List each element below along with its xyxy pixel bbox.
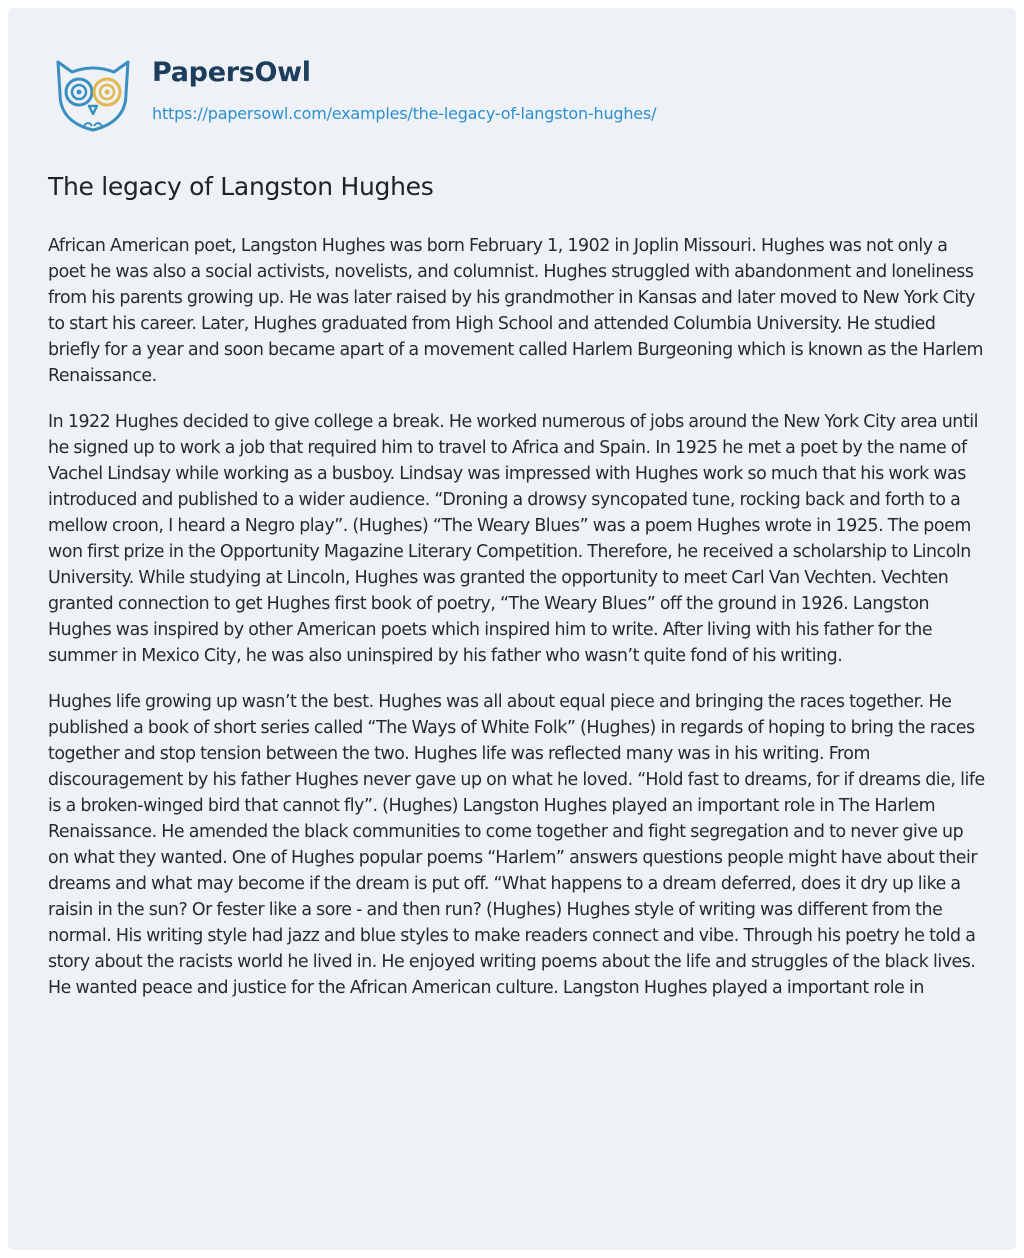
essay-body <box>48 233 988 1021</box>
essay-paragraph: Hughes life growing up wasn’t the best. Hughes was all about equal piece and bringing the races together. He published a book of short series called “The Ways of White Folk” (Hughes) in regards of hoping to bring the races together and stop tension between the two. Hughes life was reflected many was in his writing. From discouragement by his father Hughes never gave up on what he loved. “Hold fast to dreams, for if dreams die, life is a broken-winged bird that cannot fly”. (Hughes) Langston Hughes played an important role in The Harlem Renaissance. He amended the black communities to come together and fight segregation and to never give up on what they wanted. One of Hughes popular poems “Harlem” answers questions people might have about their dreams and what may become if the dream is put off. “What happens to a dream deferred, does it dry up like a raisin in the sun? Or fester like a sore - and then run? (Hughes) Hughes style of writing was different from the normal. His writing style had jazz and blue styles to make readers connect and vibe. Through his poetry he told a story about the racists world he lived in. He enjoyed writing poems about the life and struggles of the black lives. He wanted peace and justice for the African American culture. Langston Hughes played a important role in <box>48 692 985 998</box>
brand-name[interactable]: PapersOwl <box>152 57 311 88</box>
owl-logo-icon[interactable] <box>48 54 138 134</box>
essay-paragraph: African American poet, Langston Hughes was born February 1, 1902 in Joplin Missouri. Hughes was not only a poet he was also a social activists, novelists, and columnist. Hughes struggled with abandonment and loneliness from his parents growing up. He was later raised by his grandmother in Kansas and later moved to New York City to start his career. Later, Hughes graduated from High School and attended Columbia University. He studied briefly for a year and soon became apart of a movement called Harlem Burgeoning which is known as the Harlem Renaissance. <box>48 236 983 386</box>
essay-paragraph: In 1922 Hughes decided to give college a break. He worked numerous of jobs around the New York City area until he signed up to work a job that required him to travel to Africa and Spain. In 1925 he met a poet by the name of Vachel Lindsay while working as a busboy. Lindsay was impressed with Hughes work so much that his work was introduced and published to a wider audience. “Droning a drowsy syncopated tune, rocking back and forth to a mellow croon, I heard a Negro play”. (Hughes) “The Weary Blues” was a poem Hughes wrote in 1925. The poem won first prize in the Opportunity Magazine Literary Competition. Therefore, he received a scholarship to Lincoln University. While studying at Lincoln, Hughes was granted the opportunity to meet Carl Van Vechten. Vechten granted connection to get Hughes first book of poetry, “The Weary Blues” off the ground in 1926. Langston Hughes was inspired by other American poets which inspired him to write. After living with his father for the summer in Mexico City, he was also uninspired by his father who wasn’t quite fond of his writing. <box>48 412 979 666</box>
essay-title: The legacy of Langston Hughes <box>48 172 434 201</box>
source-url-link[interactable]: https://papersowl.com/examples/the-legacy-of-langston-hughes/ <box>152 104 657 123</box>
